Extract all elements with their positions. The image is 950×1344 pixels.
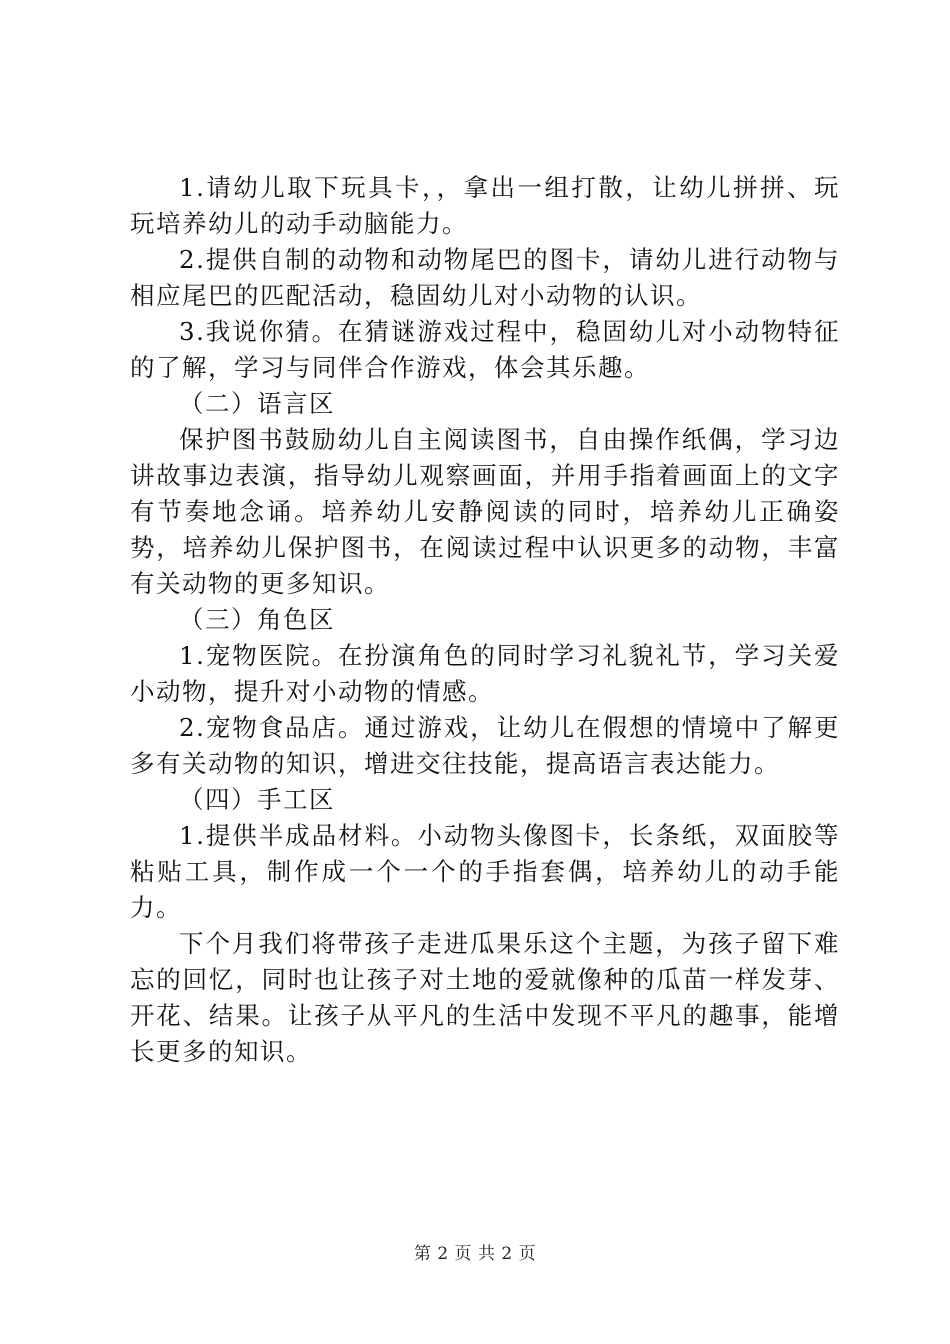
paragraph-handcraft-materials: 1.提供半成品材料。小动物头像图卡，长条纸，双面胶等粘贴工具，制作成一个一个的手指套偶，培养幼儿的动手能力。	[130, 821, 840, 922]
section-heading-role: （三）角色区	[179, 605, 335, 634]
paragraph-next-month: 下个月我们将带孩子走进瓜果乐这个主题，为孩子留下难忘的回忆，同时也让孩子对土地的爱就像种的瓜苗一样发芽、开花、结果。让孩子从平凡的生活中发现不平凡的趣事，能增长更多的知识。	[130, 929, 840, 1066]
document-body	[130, 170, 840, 1070]
paragraph-item-3: 3.我说你猜。在猜谜游戏过程中，稳固幼儿对小动物特征的了解，学习与同伴合作游戏，体会其乐趣。	[130, 317, 840, 382]
section-heading-handcraft: （四）手工区	[179, 785, 335, 814]
paragraph-pet-food-store: 2.宠物食品店。通过游戏，让幼儿在假想的情境中了解更多有关动物的知识，增进交往技能，提高语言表达能力。	[130, 713, 840, 778]
paragraph-language-area: 保护图书鼓励幼儿自主阅读图书，自由操作纸偶，学习边讲故事边表演，指导幼儿观察画面，并用手指着画面上的文字有节奏地念诵。培养幼儿安静阅读的同时，培养幼儿正确姿势，培养幼儿保护图书，在阅读过程中认识更多的动物，丰富有关动物的更多知识。	[130, 425, 840, 598]
paragraph-pet-hospital: 1.宠物医院。在扮演角色的同时学习礼貌礼节，学习关爱小动物，提升对小动物的情感。	[130, 641, 840, 706]
section-heading-language: （二）语言区	[179, 389, 335, 418]
paragraph-item-2: 2.提供自制的动物和动物尾巴的图卡，请幼儿进行动物与相应尾巴的匹配活动，稳固幼儿对小动物的认识。	[130, 245, 840, 310]
paragraph-item-1: 1.请幼儿取下玩具卡，，拿出一组打散，让幼儿拼拼、玩玩培养幼儿的动手动脑能力。	[130, 173, 840, 238]
page-number-footer: 第 2 页 共 2 页	[413, 1244, 537, 1264]
